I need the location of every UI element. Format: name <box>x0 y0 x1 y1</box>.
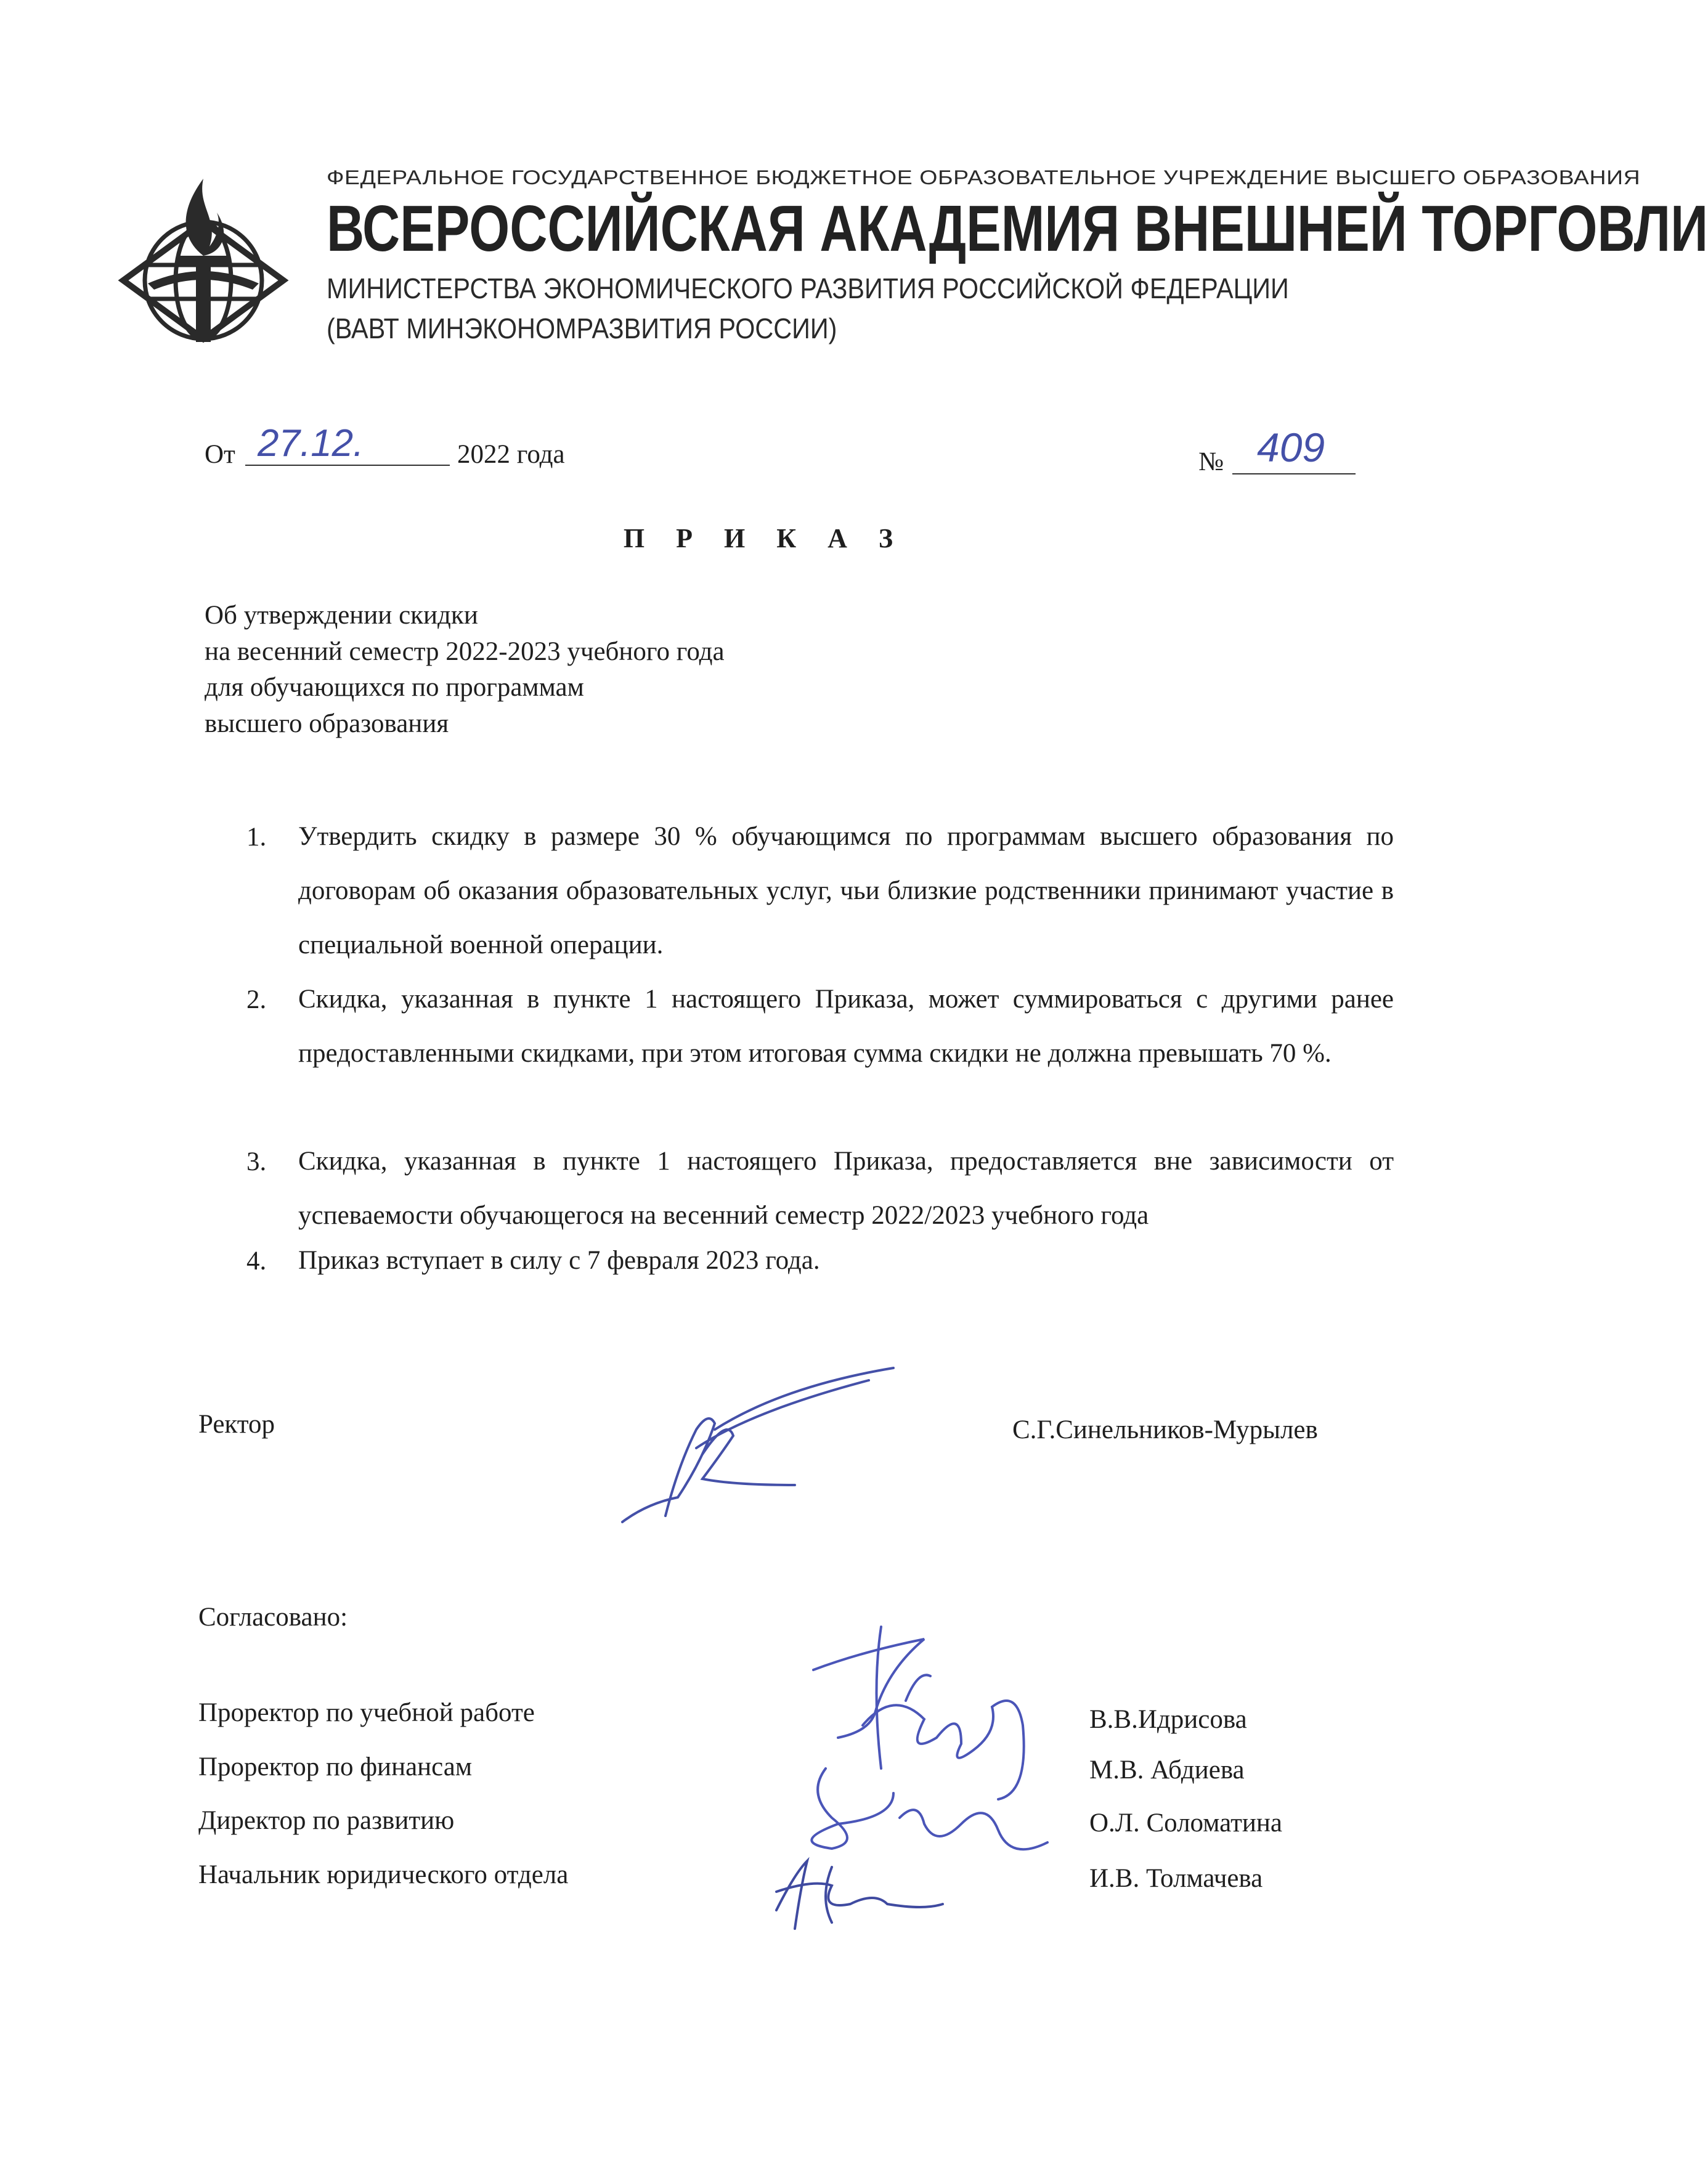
approver-name: О.Л. Соломатина <box>1089 1809 1283 1837</box>
number-handwritten: 409 <box>1257 425 1325 470</box>
item-text: Скидка, указанная в пункте 1 настоящего Приказа, может суммироваться с другими ранее предоставленными скидками, при этом итоговая сумма скидки не должна превышать 70 %. <box>298 985 1394 1068</box>
handwritten-signature-icon <box>739 1614 1084 1935</box>
subject-line: для обучающихся по программам <box>205 673 584 702</box>
abbreviation-line: (ВАВТ МИНЭКОНОМРАЗВИТИЯ РОССИИ) <box>327 312 837 344</box>
item-number: 2. <box>246 985 267 1014</box>
approver-position: Проректор по финансам <box>198 1752 473 1781</box>
org-type-line: ФЕДЕРАЛЬНОЕ ГОСУДАРСТВЕННОЕ БЮДЖЕТНОЕ ОБРАЗОВАТЕЛЬНОЕ УЧРЕЖДЕНИЕ ВЫСШЕГО ОБРАЗОВАНИЯ <box>327 166 1641 189</box>
item-number: 3. <box>246 1147 267 1176</box>
date-handwritten: 27.12. <box>258 422 364 465</box>
academy-logo <box>111 166 296 351</box>
subject-line: Об утверждении скидки <box>205 601 478 630</box>
approver-position: Начальник юридического отдела <box>198 1860 569 1889</box>
rector-signature <box>610 1362 906 1537</box>
list-item <box>246 822 1394 985</box>
document-title: П Р И К А З <box>623 523 906 553</box>
item-text: Утвердить скидку в размере 30 % обучающимся по программам высшего образования по договорам об оказания образовательных услуг, чьи близкие родственники принимают участие в специальной военной операции. <box>298 822 1394 959</box>
rector-title: Ректор <box>198 1410 275 1439</box>
date-prefix: От <box>205 440 235 469</box>
approver-position: Проректор по учебной работе <box>198 1698 535 1727</box>
rector-name: С.Г.Синельников-Мурылев <box>1012 1415 1318 1444</box>
number-sign: № <box>1198 447 1224 476</box>
approved-label: Согласовано: <box>198 1603 348 1632</box>
date-field <box>245 422 450 466</box>
torch-globe-emblem-icon <box>111 166 296 351</box>
year-text: 2022 года <box>457 440 565 469</box>
subject-line: высшего образования <box>205 709 449 738</box>
item-number: 1. <box>246 823 267 852</box>
approver-name: В.В.Идрисова <box>1089 1705 1247 1734</box>
list-item <box>246 1246 1394 1295</box>
org-name: ВСЕРОССИЙСКАЯ АКАДЕМИЯ ВНЕШНЕЙ ТОРГОВЛИ <box>327 192 1708 265</box>
approver-position: Директор по развитию <box>198 1806 455 1835</box>
subject-line: на весенний семестр 2022-2023 учебного года <box>205 637 725 666</box>
handwritten-signature-icon <box>610 1362 906 1534</box>
approver-name: М.В. Абдиева <box>1089 1756 1245 1785</box>
item-text: Скидка, указанная в пункте 1 настоящего Приказа, предоставляется вне зависимости от успеваемости обучающегося на весенний семестр 2022/2023 учебного года <box>298 1147 1394 1230</box>
approver-signatures <box>739 1614 1084 1938</box>
list-item <box>246 985 1394 1147</box>
item-text: Приказ вступает в силу с 7 февраля 2023 года. <box>298 1246 820 1275</box>
item-number: 4. <box>246 1247 267 1276</box>
ministry-line: МИНИСТЕРСТВА ЭКОНОМИЧЕСКОГО РАЗВИТИЯ РОССИЙСКОЙ ФЕДЕРАЦИИ <box>327 272 1289 304</box>
approver-name: И.В. Толмачева <box>1089 1864 1263 1893</box>
number-field <box>1232 425 1356 474</box>
